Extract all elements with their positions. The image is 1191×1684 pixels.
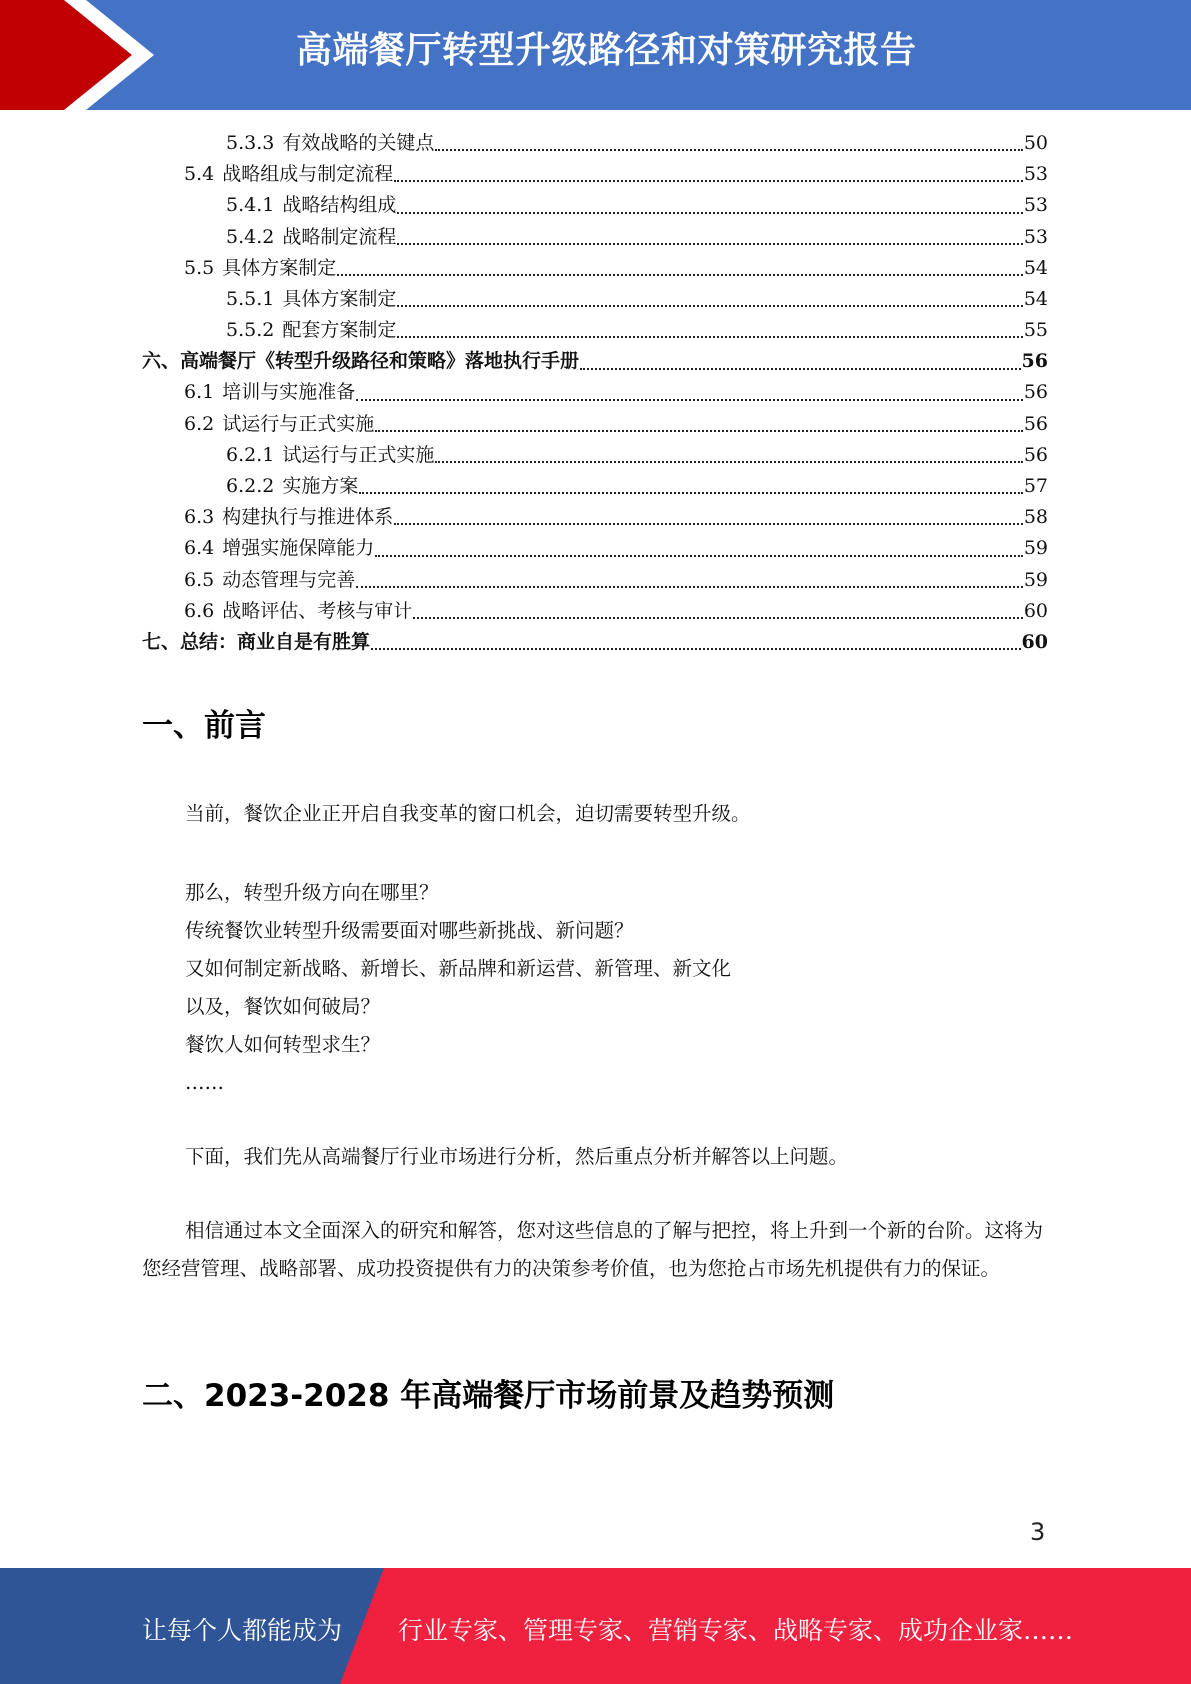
footer-slogan-right: 行业专家、管理专家、营销专家、战略专家、成功企业家…… — [398, 1616, 1074, 1645]
toc-entry-label: 配套方案制定 — [282, 319, 397, 342]
toc-entry-page: 60 — [1021, 630, 1048, 653]
toc-entry[interactable] — [142, 627, 1048, 658]
toc-dot-leader — [371, 646, 1021, 650]
toc-entry-label: 战略评估、考核与审计 — [222, 599, 413, 622]
toc-entry[interactable] — [142, 471, 1048, 502]
toc-entry-number: 6.3 — [184, 506, 215, 529]
toc-entry-label: 构建执行与推进体系 — [222, 506, 394, 529]
toc-dot-leader — [435, 147, 1022, 151]
toc-entry-label: 战略结构组成 — [282, 194, 397, 217]
toc-entry-page: 56 — [1021, 350, 1048, 373]
toc-entry[interactable] — [142, 565, 1048, 596]
page-number: 3 — [1030, 1518, 1046, 1546]
toc-entry-label: 战略制定流程 — [282, 225, 397, 248]
toc-entry[interactable] — [142, 409, 1048, 440]
toc-entry-page: 54 — [1023, 287, 1048, 310]
toc-entry-page: 57 — [1023, 475, 1048, 498]
preface-question-line: 传统餐饮业转型升级需要面对哪些新挑战、新问题？ — [185, 919, 634, 942]
preface-question-line: 那么，转型升级方向在哪里？ — [185, 881, 439, 904]
toc-dot-leader — [359, 490, 1022, 494]
toc-dot-leader — [375, 553, 1023, 557]
toc-entry-page: 60 — [1023, 599, 1048, 622]
toc-dot-leader — [413, 615, 1023, 619]
page-footer — [0, 1568, 1191, 1684]
toc-entry-label: 试运行与正式实施 — [282, 443, 435, 466]
preface-question-line: 餐饮人如何转型求生？ — [185, 1033, 381, 1056]
toc-entry-number: 5.4 — [184, 163, 215, 186]
toc-entry-number: 6.1 — [184, 381, 215, 404]
toc-dot-leader — [435, 459, 1022, 463]
toc-entry-page: 50 — [1023, 131, 1048, 154]
toc-entry-page: 55 — [1023, 319, 1048, 342]
toc-entry[interactable] — [142, 346, 1048, 377]
toc-entry-page: 59 — [1023, 537, 1048, 560]
toc-entry[interactable] — [142, 284, 1048, 315]
toc-dot-leader — [375, 428, 1023, 432]
table-of-contents — [142, 128, 1048, 658]
toc-entry-number: 6.2.2 — [226, 475, 275, 498]
toc-entry-label: 六、高端餐厅《转型升级路径和策略》落地执行手册 — [142, 350, 580, 373]
toc-dot-leader — [580, 366, 1021, 370]
toc-entry-label: 七、总结：商业自是有胜算 — [142, 630, 371, 653]
toc-entry[interactable] — [142, 159, 1048, 190]
toc-dot-leader — [394, 521, 1023, 525]
preface-question-line: 以及，餐饮如何破局？ — [185, 995, 381, 1018]
toc-entry[interactable] — [142, 222, 1048, 253]
toc-entry[interactable] — [142, 253, 1048, 284]
toc-entry-page: 59 — [1023, 568, 1048, 591]
toc-entry-page: 53 — [1023, 194, 1048, 217]
toc-entry-label: 试运行与正式实施 — [222, 412, 375, 435]
toc-entry-page: 53 — [1023, 163, 1048, 186]
preface-paragraph-2: 下面，我们先从高端餐厅行业市场进行分析，然后重点分析并解答以上问题。 — [185, 1145, 849, 1168]
toc-entry-label: 动态管理与完善 — [222, 568, 356, 591]
toc-entry-number: 6.4 — [184, 537, 215, 560]
toc-dot-leader — [397, 334, 1022, 338]
toc-entry-number: 5.5.1 — [226, 287, 275, 310]
toc-entry-number: 6.6 — [184, 599, 215, 622]
toc-entry-page: 56 — [1023, 381, 1048, 404]
toc-entry-number: 5.5 — [184, 256, 215, 279]
toc-entry-page: 58 — [1023, 506, 1048, 529]
toc-dot-leader — [397, 303, 1022, 307]
toc-entry-number: 5.5.2 — [226, 319, 275, 342]
toc-entry-page: 56 — [1023, 443, 1048, 466]
toc-dot-leader — [397, 241, 1022, 245]
preface-intro: 当前，餐饮企业正开启自我变革的窗口机会，迫切需要转型升级。 — [185, 802, 751, 825]
section-heading-forecast: 二、2023-2028 年高端餐厅市场前景及趋势预测 — [142, 1378, 835, 1414]
preface-question-line: 又如何制定新战略、新增长、新品牌和新运营、新管理、新文化 — [185, 957, 732, 980]
toc-entry-label: 有效战略的关键点 — [282, 131, 435, 154]
toc-entry[interactable] — [142, 502, 1048, 533]
section-heading-preface: 一、前言 — [142, 708, 266, 744]
toc-entry-label: 增强实施保障能力 — [222, 537, 375, 560]
toc-entry-number: 6.2 — [184, 412, 215, 435]
toc-dot-leader — [356, 584, 1023, 588]
toc-dot-leader — [356, 397, 1023, 401]
toc-entry[interactable] — [142, 440, 1048, 471]
toc-entry-number: 5.4.1 — [226, 194, 275, 217]
toc-entry[interactable] — [142, 596, 1048, 627]
toc-entry-label: 实施方案 — [282, 475, 359, 498]
preface-questions — [185, 874, 731, 1102]
toc-entry-label: 战略组成与制定流程 — [222, 163, 394, 186]
toc-entry-label: 具体方案制定 — [222, 256, 337, 279]
report-title: 高端餐厅转型升级路径和对策研究报告 — [296, 30, 917, 71]
toc-entry-label: 培训与实施准备 — [222, 381, 356, 404]
page-header — [0, 0, 1191, 110]
footer-slogan-left: 让每个人都能成为 — [142, 1616, 343, 1645]
preface-paragraph-3: 相信通过本文全面深入的研究和解答，您对这些信息的了解与把控，将上升到一个新的台阶。这将为您经营管理、战略部署、成功投资提供有力的决策参考价值，也为您抢占市场先机提供有力的保证。 — [142, 1219, 1044, 1280]
toc-dot-leader — [394, 178, 1023, 182]
toc-dot-leader — [397, 210, 1022, 214]
toc-entry-number: 5.4.2 — [226, 225, 275, 248]
toc-entry-page: 54 — [1023, 256, 1048, 279]
toc-entry-page: 56 — [1023, 412, 1048, 435]
toc-entry[interactable] — [142, 315, 1048, 346]
toc-entry-page: 53 — [1023, 225, 1048, 248]
toc-entry[interactable] — [142, 128, 1048, 159]
toc-entry-number: 5.3.3 — [226, 131, 275, 154]
toc-entry-number: 6.2.1 — [226, 443, 275, 466]
toc-dot-leader — [337, 272, 1023, 276]
header-arrow-decoration — [0, 0, 160, 110]
toc-entry[interactable] — [142, 378, 1048, 409]
toc-entry[interactable] — [142, 533, 1048, 564]
toc-entry-number: 6.5 — [184, 568, 215, 591]
preface-question-line: …… — [185, 1071, 224, 1094]
toc-entry[interactable] — [142, 190, 1048, 221]
toc-entry-label: 具体方案制定 — [282, 287, 397, 310]
